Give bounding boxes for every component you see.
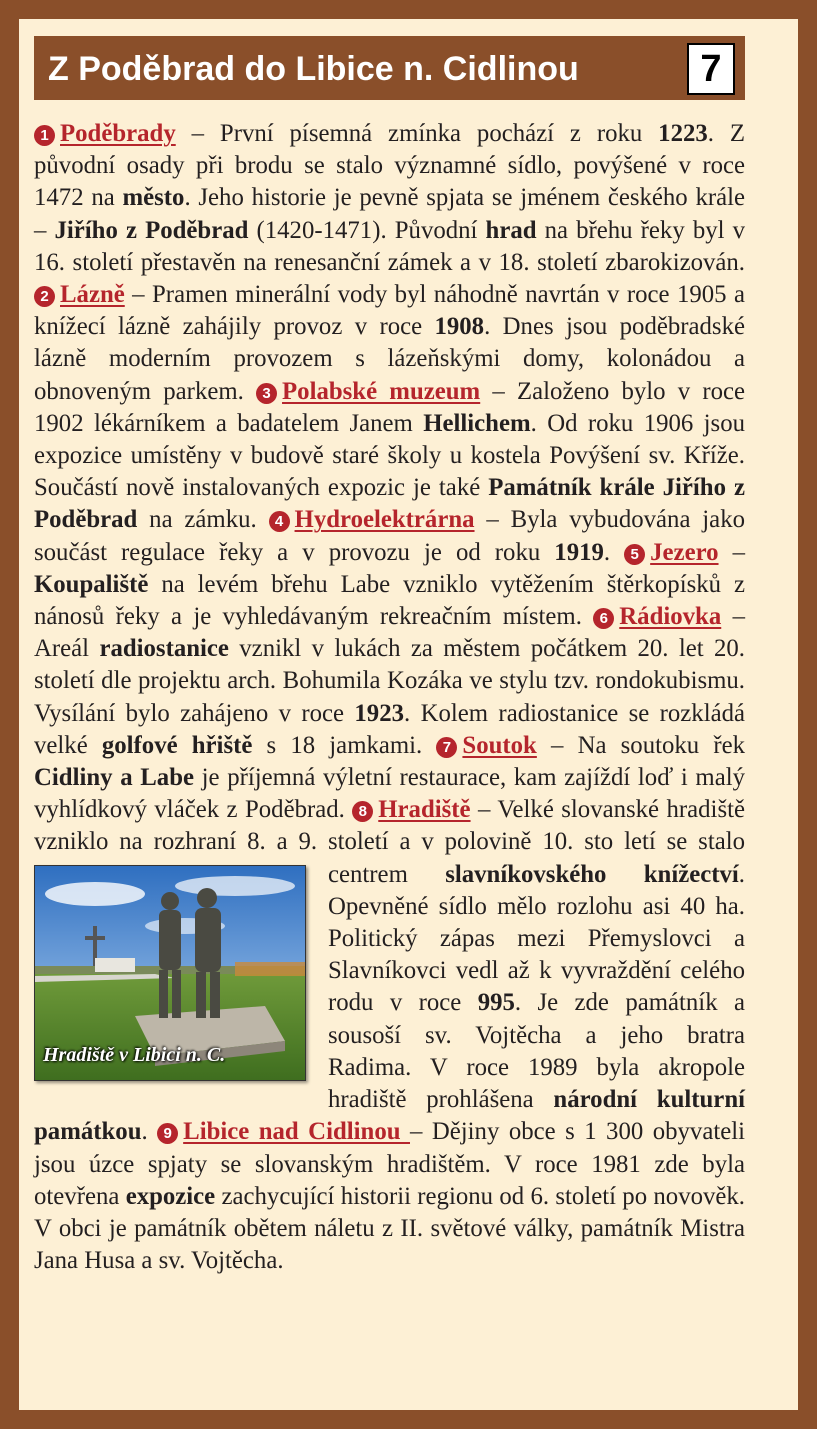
body-text: . Je zde památník a sousoší sv. Vojtěcha a jeho bratra Radima. V roce 1989 byla akropole hradiště prohlášena xyxy=(328,989,745,1114)
body-text: na břehu řeky byl v 16. století přestavěn na renesanční zámek a v 18. století zbarokizován. xyxy=(34,216,746,276)
body-text: – Areál xyxy=(34,603,745,663)
poi-link[interactable]: Poděbrady xyxy=(60,120,176,147)
photo-hradiste xyxy=(34,865,306,1081)
body-text: na levém břehu Labe vzniklo vytěžením štěrkopísků z nánosů řeky a je vyhledávaným rekreačním místem. xyxy=(34,570,745,631)
highlight-text: Hellichem xyxy=(423,409,531,437)
highlight-text: radiostanice xyxy=(99,635,229,663)
body-text: letí se stalo centrem xyxy=(328,828,746,888)
highlight-text: Koupaliště xyxy=(34,570,149,598)
body-text: – xyxy=(718,538,745,566)
body-text: s 18 jamkami. xyxy=(252,731,437,759)
poi-marker: 4 xyxy=(269,511,290,532)
highlight-text: 1923 xyxy=(354,699,404,727)
highlight-text: národní kulturní památkou xyxy=(34,1086,745,1146)
highlight-text: golfové hřiště xyxy=(101,731,253,759)
body-text: – Na soutoku řek xyxy=(536,731,745,759)
body-text: . xyxy=(141,1118,158,1146)
highlight-text: slavníkovského knížectví xyxy=(445,860,739,888)
poi-link[interactable]: Polabské muzeum xyxy=(282,377,481,405)
highlight-text: 1223 xyxy=(658,120,708,147)
poi-link[interactable]: Jezero xyxy=(650,538,719,566)
poi-marker: 6 xyxy=(593,608,614,629)
body-text: – První písemná zmínka pochází z roku xyxy=(175,120,659,147)
highlight-text: 1919 xyxy=(554,538,604,566)
highlight-text: město xyxy=(122,184,185,212)
highlight-text: hrad xyxy=(485,216,537,244)
highlight-text: Cidliny a Labe xyxy=(34,764,194,792)
body-text: . Od roku 1906 jsou expozice umístěny v budově staré školy u kostela Povýšení sv. Kříže. Součástí nově instalovaných expozic je také xyxy=(34,409,745,502)
highlight-text: 1908 xyxy=(434,313,485,341)
poi-marker: 1 xyxy=(34,125,55,146)
body-text: zachycující historii regionu od 6. století po novověk. V obci je památník obětem náletu z II. světové války, památník Mistra Jana Husa a sv. Vojtěcha. xyxy=(34,1182,746,1275)
body-text: je příjemná výletní restaurace, kam zajíždí loď i malý vyhlídkový vláček z Poděbrad. xyxy=(34,764,745,824)
body-text: . Dnes jsou poděbradské lázně moderním provozem s lázeňskými domy, kolonádou a obnoveným parkem. xyxy=(34,313,745,405)
poi-link[interactable]: Rádiovka xyxy=(619,603,722,631)
poi-marker: 2 xyxy=(34,286,55,307)
poi-link[interactable]: Soutok xyxy=(462,731,537,759)
body-text: na zámku. xyxy=(137,506,269,534)
page-title: Z Poděbrad do Libice n. Cidlinou xyxy=(48,50,579,88)
poi-marker: 9 xyxy=(157,1123,178,1144)
poi-link[interactable]: Hydroelektrárna xyxy=(294,506,475,534)
highlight-text: 995 xyxy=(477,989,515,1017)
poi-link[interactable]: Hradiště xyxy=(378,796,471,824)
article-body xyxy=(34,118,745,1277)
title-bar xyxy=(34,36,745,100)
body-text: – Dějiny obce s 1 300 obyvateli jsou úzce spjaty se slovanským hradištěm. V roce 1981 zde byla otevřena xyxy=(34,1118,745,1210)
body-text: – Velké slovanské hradiště vzniklo na rozhraní 8. a 9. století a v polovině 10. sto xyxy=(34,796,745,856)
body-text: vznikl v lukách za městem počátkem 20. let 20. století dle projektu arch. Bohumila Kozáka ve stylu tzv. rondokubismu. Vysílání bylo zahájeno v roce xyxy=(34,635,745,727)
poi-marker: 3 xyxy=(256,383,277,404)
body-text: . xyxy=(603,538,625,566)
poi-link[interactable]: Libice nad Cidlinou xyxy=(183,1118,410,1146)
body-text: . Opevněné sídlo mělo rozlohu asi 40 ha. Politický zápas mezi Přemyslovci a Slavníkovci vedl až k vyvraždění celého rodu v roce xyxy=(328,860,745,1017)
poi-marker: 5 xyxy=(624,544,645,565)
highlight-text: Památník krále Jiřího z Poděbrad xyxy=(34,474,745,534)
route-number-badge: 7 xyxy=(687,43,735,95)
body-text: . Z původní osady při brodu se stalo významné sídlo, povýšené v roce 1472 na xyxy=(34,120,746,212)
body-text: . Jeho historie je pevně spjata se jménem českého krále – xyxy=(34,184,746,244)
poi-marker: 7 xyxy=(436,737,457,758)
body-text: – Založeno bylo v roce 1902 lékárníkem a badatelem Janem xyxy=(34,377,745,437)
highlight-text: Jiřího z Poděbrad xyxy=(54,216,249,244)
body-text: – Byla vybudována jako součást regulace řeky a v provozu je od roku xyxy=(34,506,745,566)
body-text: . Kolem radiostanice se rozkládá velké xyxy=(34,699,745,759)
poi-link[interactable]: Lázně xyxy=(60,281,125,309)
highlight-text: expozice xyxy=(125,1182,216,1210)
body-text: – Pramen minerální vody byl náhodně navrtán v roce 1905 a knížecí lázně zahájily provoz v roce xyxy=(34,281,745,341)
poi-marker: 8 xyxy=(352,801,373,822)
photo-caption: Hradiště v Libici n. C. xyxy=(43,1044,226,1067)
body-text: (1420-1471). Původní xyxy=(248,216,486,244)
